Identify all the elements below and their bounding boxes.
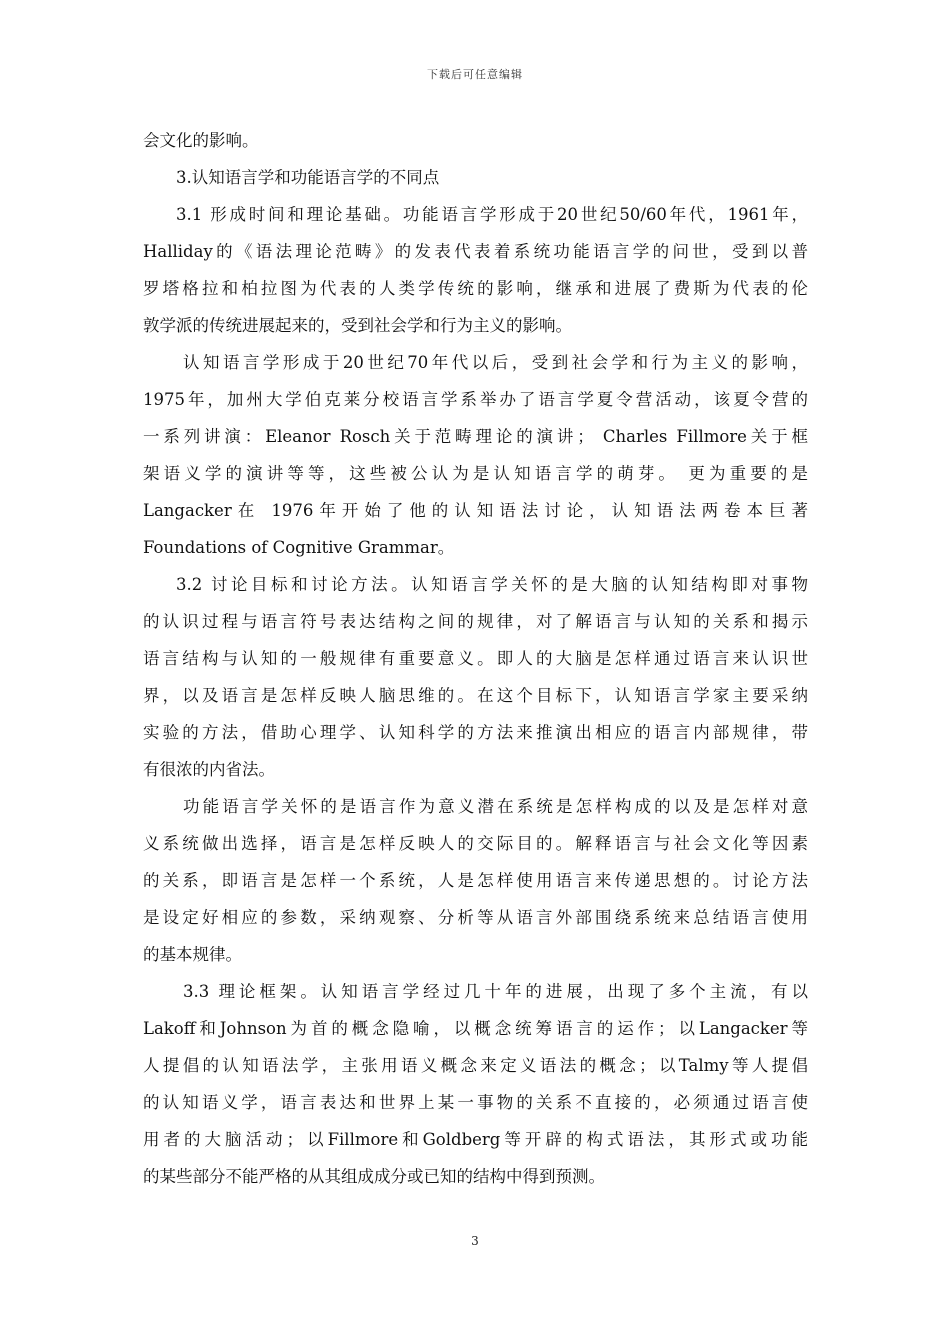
text-line: 1975年，加州大学伯克莱分校语言学系举办了语言学夏令营活动，该夏令营的: [143, 390, 808, 409]
text-line: 敦学派的传统进展起来的，受到社会学和行为主义的影响。: [143, 316, 572, 335]
text-line: Langacker在 1976年开始了他的认知语法讨论，认知语法两卷本巨著: [143, 501, 808, 520]
text-line: 的认识过程与语言符号表达结构之间的规律，对了解语言与认知的关系和揭示: [143, 612, 808, 631]
text-line: 罗塔格拉和柏拉图为代表的人类学传统的影响，继承和进展了费斯为代表的伦: [143, 279, 808, 298]
text-line: 3.1 形成时间和理论基础。功能语言学形成于20世纪50/60年代，1961年，: [176, 205, 808, 224]
page-header: 下载后可任意编辑: [427, 68, 523, 81]
text-line: 语言结构与认知的一般规律有重要意义。即人的大脑是怎样通过语言来认识世: [143, 649, 808, 668]
text-line: 的某些部分不能严格的从其组成成分或已知的结构中得到预测。: [143, 1167, 605, 1186]
text-line: 用者的大脑活动；以Fillmore和Goldberg等开辟的构式语法，其形式或功能: [143, 1130, 808, 1149]
text-line: 是设定好相应的参数，采纳观察、分析等从语言外部围绕系统来总结语言使用: [143, 908, 808, 927]
text-line: 3.3 理论框架。认知语言学经过几十年的进展，出现了多个主流，有以: [183, 982, 808, 1001]
text-line: Lakoff和Johnson为首的概念隐喻，以概念统筹语言的运作；以Langacker等: [143, 1019, 808, 1038]
text-line: 3.2 讨论目标和讨论方法。认知语言学关怀的是大脑的认知结构即对事物: [176, 575, 808, 594]
text-line: 功能语言学关怀的是语言作为意义潜在系统是怎样构成的以及是怎样对意: [183, 797, 808, 816]
text-line: 人提倡的认知语法学，主张用语义概念来定义语法的概念；以Talmy等人提倡: [143, 1056, 808, 1075]
page-number: 3: [471, 1234, 479, 1248]
text-line: Halliday的《语法理论范畴》的发表代表着系统功能语言学的问世，受到以普: [143, 242, 808, 261]
text-line: 3.认知语言学和功能语言学的不同点: [176, 168, 440, 187]
text-line: 的认知语义学，语言表达和世界上某一事物的关系不直接的，必须通过语言使: [143, 1093, 808, 1112]
text-line: 会文化的影响。: [143, 131, 259, 150]
text-line: 有很浓的内省法。: [143, 760, 275, 779]
text-line: 的关系，即语言是怎样一个系统，人是怎样使用语言来传递思想的。讨论方法: [143, 871, 808, 890]
text-line: 界，以及语言是怎样反映人脑思维的。在这个目标下，认知语言学家主要采纳: [143, 686, 808, 705]
text-line: 实验的方法，借助心理学、认知科学的方法来推演出相应的语言内部规律，带: [143, 723, 808, 742]
document-body: [143, 122, 808, 1195]
text-line: 的基本规律。: [143, 945, 242, 964]
text-line: 认知语言学形成于20世纪70年代以后，受到社会学和行为主义的影响，: [183, 353, 808, 372]
text-line: 架语义学的演讲等等，这些被公认为是认知语言学的萌芽。 更为重要的是: [143, 464, 808, 483]
text-line: 一系列讲演：Eleanor Rosch关于范畴理论的演讲； Charles Fillmore关于框: [143, 427, 808, 446]
text-line: Foundations of Cognitive Grammar。: [143, 538, 455, 557]
text-line: 义系统做出选择，语言是怎样反映人的交际目的。解释语言与社会文化等因素: [143, 834, 808, 853]
